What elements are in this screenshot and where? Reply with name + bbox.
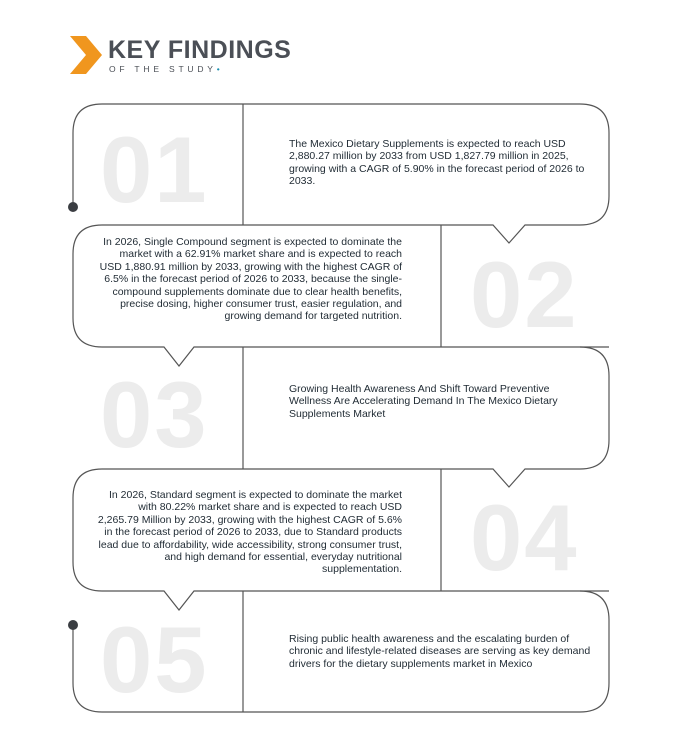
finding-text-5: Rising public health awareness and the escalating burden of chronic and lifestyle-related diseases are serving as key demand drivers for the dietary supplements market in Mexico [289, 633, 591, 670]
finding-text-3: Growing Health Awareness And Shift Toward Preventive Wellness Are Accelerating Demand In The Mexico Dietary Supplements Market [289, 383, 558, 420]
page-subtitle: OF THE STUDY• [109, 64, 220, 74]
finding-text-2: In 2026, Single Compound segment is expected to dominate the market with a 62.91% market share and is expected to reach USD 1,880.91 million by 2033, growing with the highest CAGR of 6.5% in the forecast period of 2026 to 2033, because the single-compound supplements dominate due to clear health benefits, precise dosing, higher consumer trust, easier regulation, and growing demand for targeted nutrition. [99, 236, 402, 323]
finding-number-4: 04 [470, 485, 579, 590]
timeline-end-dot [68, 620, 78, 630]
page-title: KEY FINDINGS [108, 36, 292, 64]
finding-text-1: The Mexico Dietary Supplements is expected to reach USD 2,880.27 million by 2033 from USD 1,827.79 million in 2025, growing with a CAGR of 5.90% in the forecast period of 2026 to 2033. [289, 138, 585, 188]
finding-text-4: In 2026, Standard segment is expected to dominate the market with 80.22% market share and is expected to reach USD 2,265.79 Million by 2033, growing with the highest CAGR of 5.6% in the forecast period of 2026 to 2033, due to Standard products lead due to affordability, wide accessibility, strong consumer trust, and high demand for essential, everyday nutritional supplementation. [97, 489, 402, 576]
finding-number-1: 01 [100, 117, 209, 222]
finding-number-5: 05 [100, 607, 209, 712]
finding-number-3: 03 [100, 362, 209, 467]
finding-number-2: 02 [470, 242, 579, 347]
timeline-start-dot [68, 202, 78, 212]
